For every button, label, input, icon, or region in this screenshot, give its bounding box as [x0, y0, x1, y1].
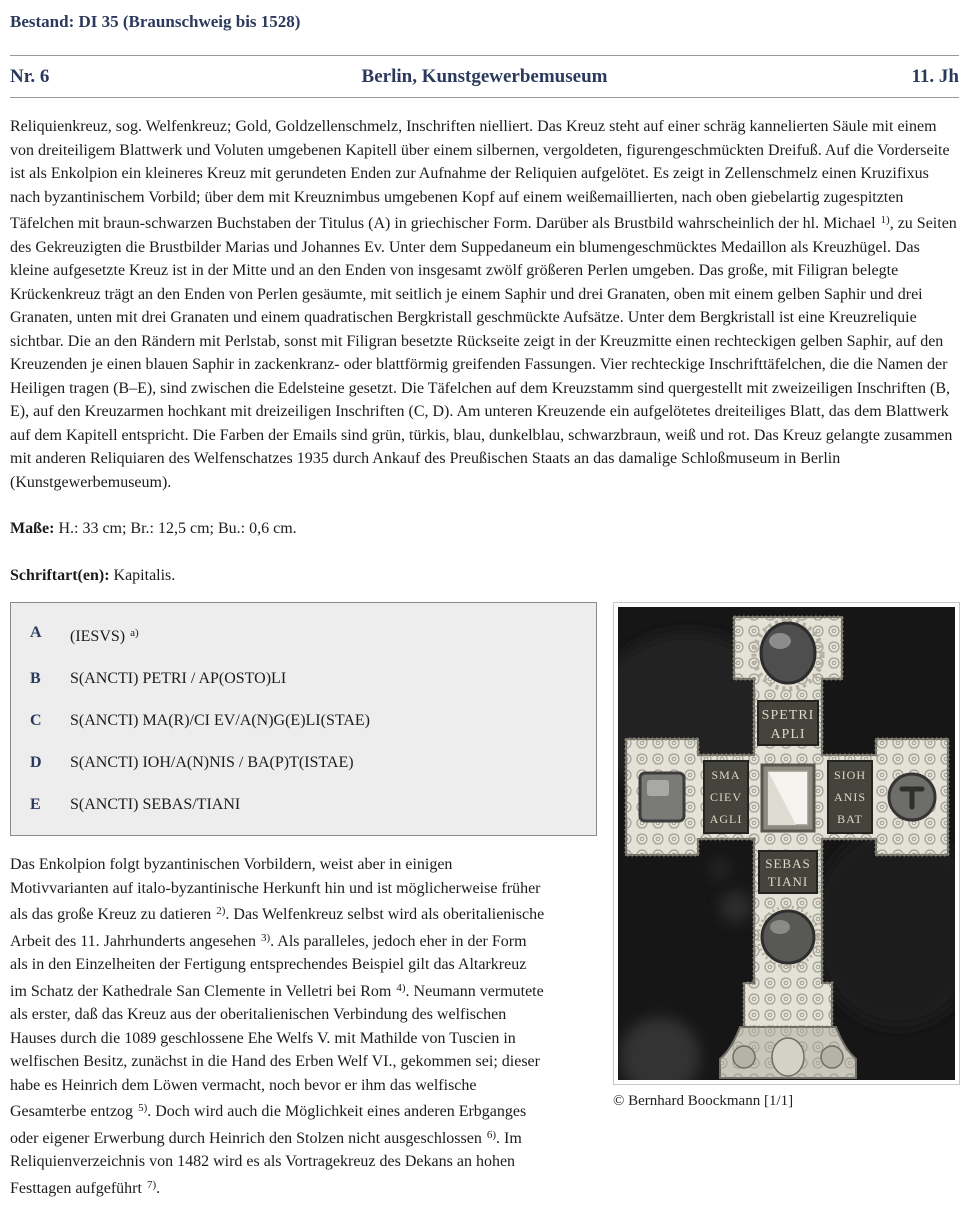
inscription-text: S(ANCTI) PETRI / AP(OSTO)LI: [70, 670, 287, 687]
plaque-bottom-line1: SEBAS: [765, 856, 811, 871]
plaque-bottom: [759, 851, 817, 893]
plaque-left-line1: SMA: [711, 768, 741, 782]
lower-columns: [10, 602, 959, 1200]
gem-left-square: [640, 773, 684, 821]
plaque-bottom-line2: TIANI: [767, 874, 809, 889]
plaque-left: [704, 761, 748, 833]
inscription-row: [11, 700, 596, 742]
cross-photo: [613, 602, 960, 1085]
script-value: Kapitalis.: [109, 566, 176, 584]
left-column: [10, 602, 597, 1200]
inscription-row: [11, 612, 596, 658]
script-line: [10, 564, 959, 588]
plaque-top: [758, 701, 818, 745]
inscription-letter: E: [30, 796, 41, 813]
plaque-right-line1: SIOH: [833, 768, 867, 782]
inscription-text: S(ANCTI) IOH/A(N)NIS / BA(P)T(ISTAE): [70, 754, 354, 771]
plaque-right-line2: ANIS: [833, 790, 867, 804]
plaque-right-line3: BAT: [837, 812, 863, 826]
inscription-letter: A: [30, 624, 42, 641]
gem-center-crystal: [762, 765, 814, 831]
cross-photo-svg: [618, 607, 955, 1080]
dimensions-line: [10, 517, 959, 541]
bestand-label: Bestand: DI 35 (Braunschweig bis 1528): [10, 12, 301, 31]
entry-location: Berlin, Kunstgewerbemuseum: [361, 66, 608, 87]
inscription-row: [11, 784, 596, 826]
right-column: [613, 602, 959, 1200]
inscription-box: [10, 602, 597, 836]
inscription-row: [11, 742, 596, 784]
gem-right-round: [889, 774, 935, 820]
base-capital: [720, 1027, 856, 1078]
photo-caption: © Bernhard Boockmann [1/1]: [613, 1093, 794, 1109]
inscription-row: [11, 658, 596, 700]
plaque-top-line1: SPETRI: [761, 708, 815, 723]
inscription-text: S(ANCTI) MA(R)/CI EV/A(N)G(E)LI(STAE): [70, 712, 370, 729]
plaque-top-line2: APLI: [770, 727, 806, 742]
commentary-text: Das Enkolpion folgt byzantinischen Vorbildern, weist aber in einigen Motivvarianten auf italo-byzantinische Herkunft hin und ist möglicherweise früher als das große Kreuz zu datieren $^{2)}$. Das Welfenkreuz selbst wird als oberitalienische Arbeit des 11. Jahrhunderts angesehen $^{3)}$. Als paralleles, jedoch eher in der Form als in den Einzelheiten der Fertigung entsprechendes Beispiel gilt das Altarkreuz im Schatz der Kathedrale San Clemente in Velletri bei Rom $^{4)}$. Neumann vermutete als erster, daß das Kreuz aus der oberitalienischen Verbindung des welfischen Hauses durch die 1089 geschlossene Ehe Welfs V. mit Mathilde von Tuscien in welfischen Besitz, zunächst in die Hand des Erben Welf VI., gekommen sei; dieser habe es Heinrich dem Löwen vermacht, noch bevor er ihm das welfische Gesamterbe entzog $^{5)}$. Doch wird auch die Möglichkeit eines anderen Erbganges oder eigener Erwerbung durch Heinrich den Stolzen nicht ausgeschlossen $^{6)}$. Im Reliquienverzeichnis von 1482 wird es als Vortragekreuz des Dekans an hohen Festtagen aufgeführt $^{7)}$.: [10, 856, 545, 1197]
inscription-text: S(ANCTI) SEBAS/TIANI: [70, 796, 241, 813]
plaque-right: [828, 761, 872, 833]
inscription-text: (IESVS) $^{a)}$: [70, 627, 139, 645]
dimensions-value: H.: 33 cm; Br.: 12,5 cm; Bu.: 0,6 cm.: [54, 520, 297, 537]
entry-number: Nr. 6: [10, 66, 50, 87]
plaque-left-line3: AGLI: [709, 812, 743, 826]
inscription-letter: D: [30, 754, 42, 771]
header-divider-bottom: [10, 97, 959, 98]
entry-header: [10, 56, 959, 97]
entry-date: 11. Jh: [911, 66, 959, 87]
plaque-left-line2: CIEV: [710, 790, 742, 804]
inscription-letter: C: [30, 712, 42, 729]
description-text: Reliquienkreuz, sog. Welfenkreuz; Gold, Goldzellenschmelz, Inschriften nielliert. Das Kreuz steht auf einer schräg kannelierten Säule mit einem von dreiteiligem Blattwerk und Voluten umgebenen Kapitell über einem silbernen, vergoldeten, figurengeschmückten Dreifuß. Auf die Vorderseite ist als Enkolpion ein kleineres Kreuz mit gerundeten Enden zur Aufnahme der Reliquien aufgelötet. Es zeigt in Zellenschmelz einen Kruzifixus nach byzantinischem Vorbild; über dem mit Kreuznimbus umgebenen Kopf auf einem weißemaillierten, nach oben giebelartig zugespitzten Täfelchen mit braun-schwarzen Buchstaben der Titulus (A) in griechischer Form. Darüber als Brustbild wahrscheinlich der hl. Michael $^{1)}$, zu Seiten des Gekreuzigten die Brustbilder Marias und Johannes Ev. Unter dem Suppedaneum ein blumengeschmücktes Medaillon als Kreuzhügel. Das kleine aufgesetzte Kreuz ist in der Mitte und an den Enden von insgesamt zwölf größeren Perlen umgeben. Das große, mit Filigran belegte Krückenkreuz trägt an den Enden von Perlen gesäumte, mit seitlich je einem Saphir und drei Granaten, oben mit einem gelben Saphir und drei Granaten, unten mit drei Granaten und einem quadratischen Bergkristall geschmückte Aufsätze. Unter dem Bergkristall ist eine Kreuzreliquie sichtbar. Die an den Rändern mit Perlstab, sonst mit Filigran besetzte Rückseite zeigt in der Kreuzmitte einen rechteckigen gelben Saphir, auf den Kreuzenden je einen blauen Saphir in zackenkranz- oder blattförmig greifenden Fassungen. Vier rechteckige Inschrifttäfelchen, die die Namen der Heiligen tragen (B–E), sind zwischen die Edelsteine gesetzt. Die Täfelchen auf dem Kreuzstamm sind quergestellt mit zweizeiligen Inschriften (B, E), auf den Kreuzarmen hochkant mit dreizeiligen Inschriften (C, D). Am unteren Kreuzende ein aufgelötetes dreiteiliges Blatt, das dem Blattwerk auf dem Kapitell entspricht. Die Farben der Emails sind grün, türkis, blau, dunkelblau, schwarzbraun, weiß und rot. Das Kreuz gelangte zusammen mit anderen Reliquiaren des Welfenschatzes 1935 durch Ankauf des Preußischen Staats an das damalige Schloßmuseum in Berlin (Kunstgewerbemuseum).: [10, 118, 957, 491]
script-label: Schriftart(en):: [10, 566, 110, 584]
inscription-letter: B: [30, 670, 41, 687]
dimensions-label: Maße:: [10, 520, 55, 537]
